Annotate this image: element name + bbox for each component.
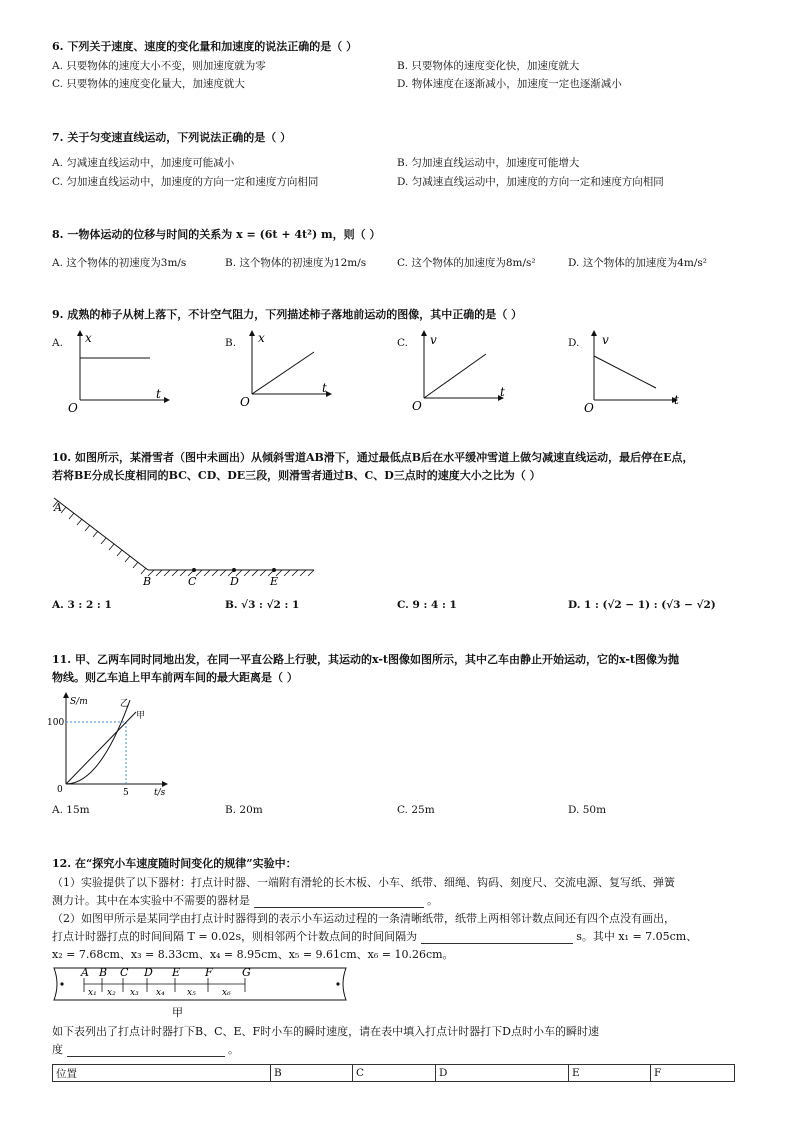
q9-graph-d (574, 326, 694, 416)
q7-option-b: B. 匀加速直线运动中，加速度可能增大 (397, 157, 580, 169)
q6-option-a: A. 只要物体的速度大小不变，则加速度就为零 (52, 60, 266, 72)
table-head-e: E (569, 1065, 651, 1082)
q8-option-c: C. 这个物体的加速度为8m/s² (397, 257, 536, 269)
tape-point-b: B (99, 966, 108, 979)
y-label: v (602, 333, 609, 347)
label-yi: 乙 (120, 699, 130, 709)
origin-label: O (412, 399, 422, 413)
answer-blank-equipment[interactable] (254, 907, 424, 908)
q12-stem: 12. 在“探究小车速度随时间变化的规律”实验中： (52, 857, 297, 870)
segment-x3: x₃ (130, 988, 139, 998)
q8-stem: 8. 一物体运动的位移与时间的关系为 x = (6t + 4t²) m，则（ ） (52, 228, 381, 241)
origin-label: 0 (57, 785, 63, 795)
x-label: t (674, 393, 679, 407)
q7-stem: 7. 关于匀变速直线运动，下列说法正确的是（ ） (52, 131, 292, 144)
point-d (232, 568, 236, 572)
tape-point-d: D (144, 966, 153, 979)
q9-graph-a (60, 326, 180, 416)
q11-xt-graph (47, 690, 180, 798)
tape-dot (60, 982, 63, 985)
label-d: D (230, 575, 239, 588)
x-label: t (500, 385, 505, 399)
q10-slope-diagram (48, 490, 328, 590)
q12-part2-tail: s。其中 x₁ = 7.05cm、 (576, 930, 698, 943)
q12-part1-text: 测力计。其中在本实验中不需要的器材是 (52, 894, 250, 907)
graph-line (424, 354, 486, 398)
segment-x5: x₅ (187, 988, 196, 998)
arrowhead (249, 330, 255, 336)
y-label: x (85, 331, 92, 345)
x-axis-label: t/s (154, 788, 166, 798)
q9-option-a: A. (52, 337, 63, 349)
y-axis-label: S/m (70, 697, 88, 707)
q6-option-d: D. 物体速度在逐渐减小，加速度一定也逐渐减小 (397, 78, 622, 90)
tape-point-c: C (120, 966, 129, 979)
q12-part3-text: 度 (52, 1043, 63, 1056)
q11-option-c: C. 25m (397, 804, 435, 816)
origin-label: O (240, 395, 250, 409)
q7-option-c: C. 匀加速直线运动中，加速度的方向一定和速度方向相同 (52, 176, 319, 188)
q11-option-d: D. 50m (568, 804, 607, 816)
label-a: A (54, 501, 62, 514)
table-head-position: 位置 (53, 1065, 271, 1082)
tape-point-f: F (205, 966, 213, 979)
q10-option-c: C. 9 : 4 : 1 (397, 599, 457, 611)
x-label: t (156, 387, 161, 401)
slope-line (54, 498, 148, 570)
arrowhead (326, 391, 332, 397)
q6-option-b: B. 只要物体的速度变化快，加速度就大 (397, 60, 580, 72)
q12-part3-line2 (52, 1043, 239, 1057)
q11-stem-line1: 11. 甲、乙两车同时同地出发，在同一平直公路上行驶，其运动的x-t图像如图所示，其中乙车由静止开始运动，它的x-t图像为抛 (52, 653, 679, 666)
arrowhead (591, 330, 597, 336)
car-yi-parabola (66, 700, 130, 784)
graph-line (252, 352, 314, 394)
label-e: E (270, 575, 279, 588)
segment-x1: x₁ (88, 988, 97, 998)
q10-option-a: A. 3 : 2 : 1 (52, 599, 112, 611)
q7-option-d: D. 匀减速直线运动中，加速度的方向一定和速度方向相同 (397, 176, 664, 188)
q10-stem-line2: 若将BE分成长度相同的BC、CD、DE三段，则滑雪者通过B、C、D三点时的速度大小之比为（ ） (52, 469, 541, 482)
answer-blank-interval[interactable] (421, 943, 573, 944)
origin-label: O (68, 401, 78, 415)
table-row (53, 1065, 735, 1082)
q12-part2-line1: （2）如图甲所示是某同学由打点计时器得到的表示小车运动过程的一条清晰纸带，纸带上两相邻计数点间还有四个点没有画出， (52, 912, 675, 925)
y-tick-100: 100 (47, 718, 65, 728)
table-head-c: C (353, 1065, 436, 1082)
y-label: x (258, 331, 265, 345)
label-c: C (188, 575, 197, 588)
slope-hatching (53, 501, 146, 574)
tape-point-a: A (81, 966, 89, 979)
q11-stem-line2: 物线。则乙车追上甲车前两车间的最大距离是（ ） (52, 671, 298, 684)
tape-dot (336, 982, 339, 985)
q10-stem-line1: 10. 如图所示，某滑雪者（图中未画出）从倾斜雪道AB滑下，通过最低点B后在水平缓冲雪道上做匀减速直线运动，最后停在E点， (52, 451, 694, 464)
x-tick-5: 5 (123, 788, 129, 798)
arrowhead (77, 330, 83, 336)
period: 。 (427, 894, 438, 907)
q8-option-d: D. 这个物体的加速度为4m/s² (568, 257, 707, 269)
q12-part1-line2 (52, 894, 438, 908)
tape-caption: 甲 (172, 1006, 183, 1019)
q8-option-b: B. 这个物体的初速度为12m/s (225, 257, 367, 269)
arrowhead (421, 330, 427, 336)
point-e (272, 568, 276, 572)
q9-graph-b (232, 326, 352, 416)
q9-option-b: B. (225, 337, 237, 349)
q9-stem: 9. 成熟的柿子从树上落下，不计空气阻力，下列描述柿子落地前运动的图像，其中正确的是（ ） (52, 308, 523, 321)
paper-tape-diagram (48, 962, 358, 1020)
tape-point-g: G (242, 966, 251, 979)
label-jia: 甲 (136, 711, 146, 721)
point-c (192, 568, 196, 572)
q9-option-d: D. (568, 337, 580, 349)
q12-part2-line3: x₂ = 7.68cm、x₃ = 8.33cm、x₄ = 8.95cm、x₅ = 9.61cm、x₆ = 10.26cm。 (52, 948, 454, 961)
q8-option-a: A. 这个物体的初速度为3m/s (52, 257, 187, 269)
y-label: v (430, 333, 437, 347)
q12-part2-text: 打点计时器打点的时间间隔 T = 0.02s，则相邻两个计数点间的时间间隔为 (52, 930, 418, 943)
velocity-table (52, 1064, 735, 1082)
arrowhead (164, 397, 170, 403)
q12-part3-line1: 如下表列出了打点计时器打下B、C、E、F时小车的瞬时速度，请在表中填入打点计时器打下D点时小车的瞬时速 (52, 1025, 599, 1038)
period: 。 (228, 1043, 239, 1056)
q6-stem: 6. 下列关于速度、速度的变化量和加速度的说法正确的是（ ） (52, 40, 358, 53)
segment-x6: x₆ (222, 988, 231, 998)
q11-option-a: A. 15m (52, 804, 90, 816)
answer-blank-velocity-d[interactable] (67, 1056, 225, 1057)
table-head-d: D (436, 1065, 569, 1082)
q9-graph-c (404, 326, 524, 416)
q12-part2-line2 (52, 930, 697, 944)
tape-point-e: E (172, 966, 181, 979)
arrowhead (63, 692, 69, 698)
q9-option-c: C. (397, 337, 408, 349)
graph-line (594, 356, 656, 388)
q10-option-b: B. √3 : √2 : 1 (225, 599, 300, 611)
q11-option-b: B. 20m (225, 804, 263, 816)
segment-x2: x₂ (107, 988, 116, 998)
origin-label: O (584, 401, 594, 415)
label-b: B (143, 575, 152, 588)
q12-part1-line1: （1）实验提供了以下器材：打点计时器、一端附有滑轮的长木板、小车、纸带、细绳、钩码、刻度尺、交流电源、复写纸、弹簧 (52, 876, 675, 889)
table-head-f: F (651, 1065, 735, 1082)
segment-x4: x₄ (156, 988, 165, 998)
q10-option-d: D. 1 : (√2 − 1) : (√3 − √2) (568, 599, 716, 611)
arrowhead (162, 781, 168, 787)
table-head-b: B (271, 1065, 353, 1082)
q7-option-a: A. 匀减速直线运动中，加速度可能减小 (52, 157, 235, 169)
q6-option-c: C. 只要物体的速度变化量大，加速度就大 (52, 78, 245, 90)
x-label: t (322, 381, 327, 395)
